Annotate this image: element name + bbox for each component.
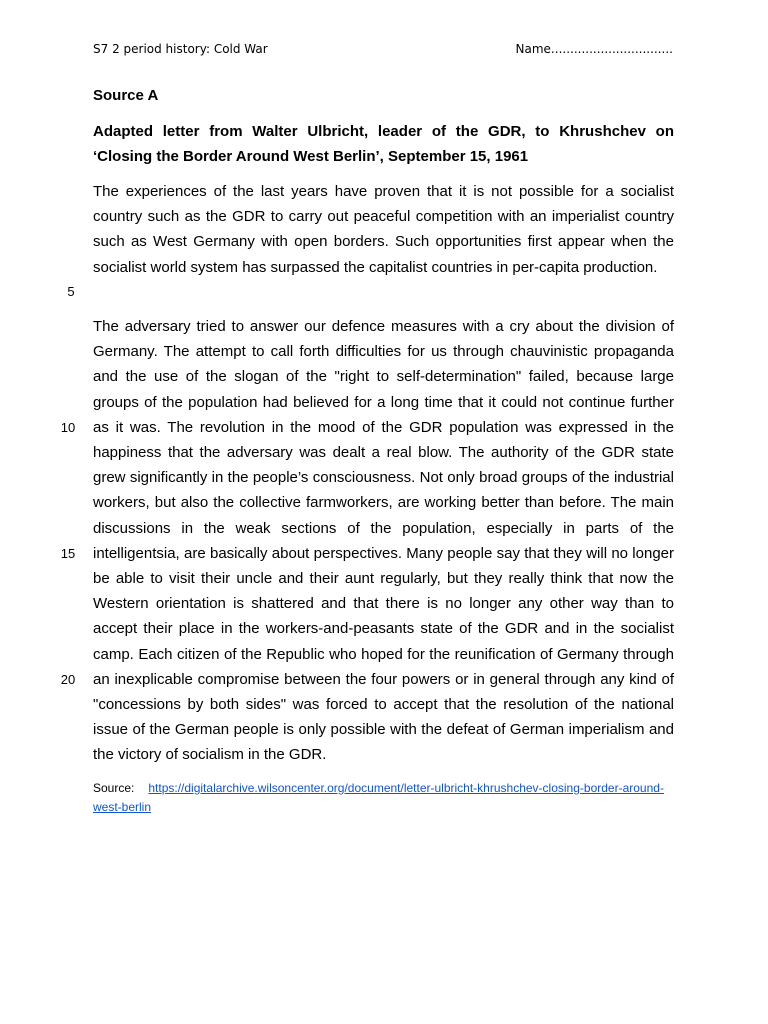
source-label: Source: [93,781,135,795]
document-subtitle: Adapted letter from Walter Ulbricht, leader of the GDR, to Khrushchev on ‘Closing the Border Around West Berlin’, September 15, 1961 [93,123,674,165]
line-number-10: 10 [60,420,76,435]
header-course-title: S7 2 period history: Cold War [93,42,268,56]
paragraph-2: The adversary tried to answer our defence measures with a cry about the division of Germany. The attempt to call forth difficulties for us through chauvinistic propaganda and the use of the slogan of the "right to self-determination" failed, because large groups of the population had believed for a long time that it could not continue further as it was. The revolution in the mood of the GDR population was expressed in the happiness that the adversary was dealt a real blow. The authority of the GDR state grew significantly in the people’s consciousness. Not only broad groups of the industrial workers, but also the collective farmworkers, are working better than before. The main discussions in the weak sections of the population, especially in parts of the intelligentsia, are basically about perspectives. Many people say that they will no longer be able to visit their uncle and their aunt regularly, but they really think that now the Western orientation is shattered and that there is no longer any other way than to accept their place in the workers-and-peasants state of the GDR and in the socialist camp. Each citizen of the Republic who hoped for the reunification of Germany through an inexplicable compromise between the four powers or in general through any kind of "concessions by both sides" was forced to accept that the resolution of the national issue of the German people is only possible with the defeat of German imperialism and the victory of socialism in the GDR. [93,318,674,764]
line-number-20: 20 [60,672,76,687]
paragraph-1: The experiences of the last years have proven that it is not possible for a socialist country such as the GDR to carry out peaceful competition with an imperialist country such as West Germany with open borders. Such opportunities first appear when the socialist world system has surpassed the capitalist countries in per-capita production. [93,183,674,276]
source-link[interactable]: https://digitalarchive.wilsoncenter.org/document/letter-ulbricht-khrushchev-closing-border-around-west-berlin [93,781,664,814]
line-number-5: 5 [67,284,75,299]
page-header [93,42,673,60]
source-citation [93,779,674,816]
line-number-15: 15 [60,546,76,561]
source-title: Source A [93,87,159,104]
header-name-field: Name................................ [515,42,673,56]
